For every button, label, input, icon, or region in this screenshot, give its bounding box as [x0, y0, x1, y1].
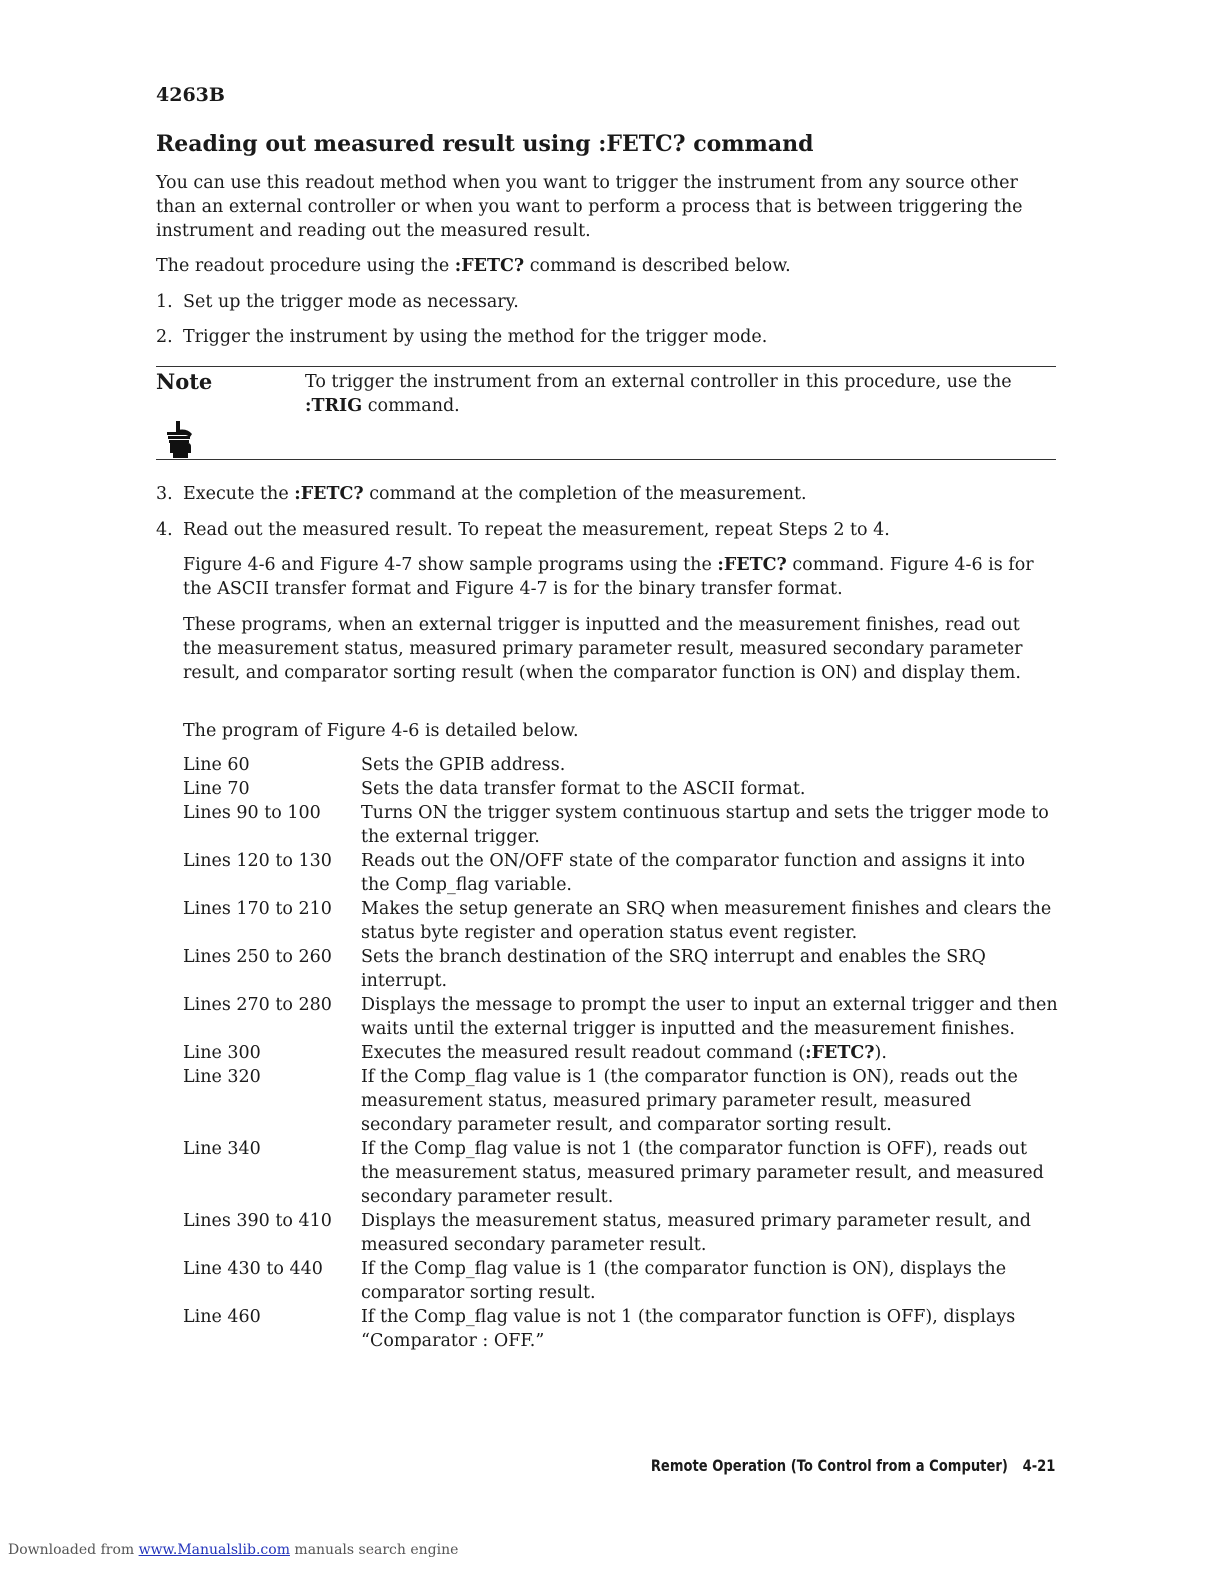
fetc-command: :FETC?	[805, 1043, 875, 1063]
intro-paragraph: You can use this readout method when you want to trigger the instrument from any source other than an external controller or when you want to perform a process that is between triggering the instrument and reading out the measured result.	[156, 173, 1023, 241]
note-top-rule	[156, 366, 1056, 367]
procedure-intro-pre: The readout procedure using the	[156, 256, 455, 276]
line-description: Displays the measurement status, measured primary parameter result, and measured secondary parameter result.	[361, 1211, 1031, 1255]
program-detail-intro: The program of Figure 4-6 is detailed below.	[183, 721, 579, 741]
step-2	[156, 325, 1036, 349]
footer-chapter: Remote Operation (To Control from a Computer)	[650, 1456, 1008, 1475]
line-label: Line 320	[183, 1067, 261, 1087]
pointing-hand-icon	[164, 418, 200, 458]
line-label: Line 430 to 440	[183, 1259, 323, 1279]
fetc-command: :FETC?	[454, 256, 525, 276]
line-description: Sets the GPIB address.	[361, 755, 566, 775]
line-label: Lines 120 to 130	[183, 851, 332, 871]
line-label: Line 70	[183, 779, 250, 799]
step-number: 2.	[156, 327, 173, 347]
line-label: Lines 250 to 260	[183, 947, 332, 967]
line-description-pre: Executes the measured result readout command (	[361, 1043, 806, 1063]
line-description: Displays the message to prompt the user to input an external trigger and then waits until the external trigger is inputted and the measurement finishes.	[361, 995, 1058, 1039]
table-row	[183, 1305, 1063, 1353]
step-text-post: command at the completion of the measurement.	[363, 484, 807, 504]
figure-paragraph-post: command. Figure 4-6 is for the ASCII transfer format and Figure 4-7 is for the binary transfer format.	[183, 555, 1034, 599]
table-row	[183, 849, 1063, 897]
table-row	[183, 1065, 1063, 1137]
line-description-post: ).	[874, 1043, 887, 1063]
download-pre: Downloaded from	[8, 1542, 139, 1558]
line-description: Sets the branch destination of the SRQ interrupt and enables the SRQ interrupt.	[361, 947, 986, 991]
trig-command: :TRIG	[305, 396, 363, 416]
table-row	[183, 945, 1063, 993]
table-row	[183, 801, 1063, 849]
line-label: Line 340	[183, 1139, 261, 1159]
footer-page-number: 4-21	[1022, 1456, 1055, 1475]
figure-paragraph	[183, 553, 1043, 601]
note-text-post: command.	[362, 396, 460, 416]
program-lines-table	[183, 753, 1063, 1353]
line-label: Lines 270 to 280	[183, 995, 332, 1015]
step-text: Trigger the instrument by using the method for the trigger mode.	[183, 327, 768, 347]
table-row	[183, 1257, 1063, 1305]
table-row	[183, 1137, 1063, 1209]
step-text: Set up the trigger mode as necessary.	[183, 292, 519, 312]
note-bottom-rule	[156, 459, 1056, 460]
line-description: Reads out the ON/OFF state of the comparator function and assigns it into the Comp_flag variable.	[361, 851, 1026, 895]
line-label: Line 300	[183, 1043, 261, 1063]
step-number: 1.	[156, 292, 173, 312]
line-description: If the Comp_flag value is not 1 (the comparator function is OFF), reads out the measurement status, measured primary parameter result, and measured secondary parameter result.	[361, 1139, 1044, 1207]
table-row	[183, 1041, 1063, 1065]
line-description: Makes the setup generate an SRQ when measurement finishes and clears the status byte register and operation status event register.	[361, 899, 1052, 943]
table-row	[183, 777, 1063, 801]
line-label: Line 60	[183, 755, 250, 775]
line-label: Lines 90 to 100	[183, 803, 321, 823]
table-row	[183, 753, 1063, 777]
step-number: 4.	[156, 520, 173, 540]
download-notice	[8, 1542, 458, 1558]
step-3	[156, 482, 1036, 506]
line-description: Sets the data transfer format to the ASCII format.	[361, 779, 806, 799]
line-label: Lines 390 to 410	[183, 1211, 332, 1231]
note-text	[305, 370, 1055, 418]
line-description: If the Comp_flag value is 1 (the comparator function is ON), reads out the measurement status, measured primary parameter result, measured secondary parameter result, and comparator sorting result.	[361, 1067, 1018, 1135]
step-4	[156, 518, 1036, 542]
step-1	[156, 290, 1036, 314]
line-description: If the Comp_flag value is 1 (the comparator function is ON), displays the comparator sorting result.	[361, 1259, 1007, 1303]
step-text-pre: Execute the	[183, 484, 295, 504]
page-footer	[650, 1456, 1055, 1475]
model-number: 4263B	[156, 84, 225, 106]
section-title: Reading out measured result using :FETC? command	[156, 131, 814, 157]
table-row	[183, 897, 1063, 945]
figure-paragraph-pre: Figure 4-6 and Figure 4-7 show sample programs using the	[183, 555, 718, 575]
procedure-intro	[156, 254, 1036, 278]
fetc-command: :FETC?	[717, 555, 787, 575]
fetc-command: :FETC?	[294, 484, 364, 504]
table-row	[183, 1209, 1063, 1257]
line-description: Turns ON the trigger system continuous startup and sets the trigger mode to the external trigger.	[361, 803, 1049, 847]
line-description: If the Comp_flag value is not 1 (the comparator function is OFF), displays “Comparator : OFF.”	[361, 1307, 1016, 1351]
note-text-pre: To trigger the instrument from an external controller in this procedure, use the	[305, 372, 1012, 392]
step-text: Read out the measured result. To repeat the measurement, repeat Steps 2 to 4.	[183, 520, 890, 540]
line-label: Line 460	[183, 1307, 261, 1327]
line-label: Lines 170 to 210	[183, 899, 332, 919]
programs-paragraph: These programs, when an external trigger is inputted and the measurement finishes, read out the measurement status, measured primary parameter result, measured secondary parameter result, and comparator sorting result (when the comparator function is ON) and display them.	[183, 615, 1023, 683]
download-post: manuals search engine	[289, 1542, 459, 1558]
note-label: Note	[156, 369, 213, 394]
manualslib-link[interactable]: www.Manualslib.com	[138, 1542, 290, 1558]
line-description	[361, 1041, 1059, 1065]
procedure-intro-post: command is described below.	[524, 256, 791, 276]
step-number: 3.	[156, 484, 173, 504]
table-row	[183, 993, 1063, 1041]
